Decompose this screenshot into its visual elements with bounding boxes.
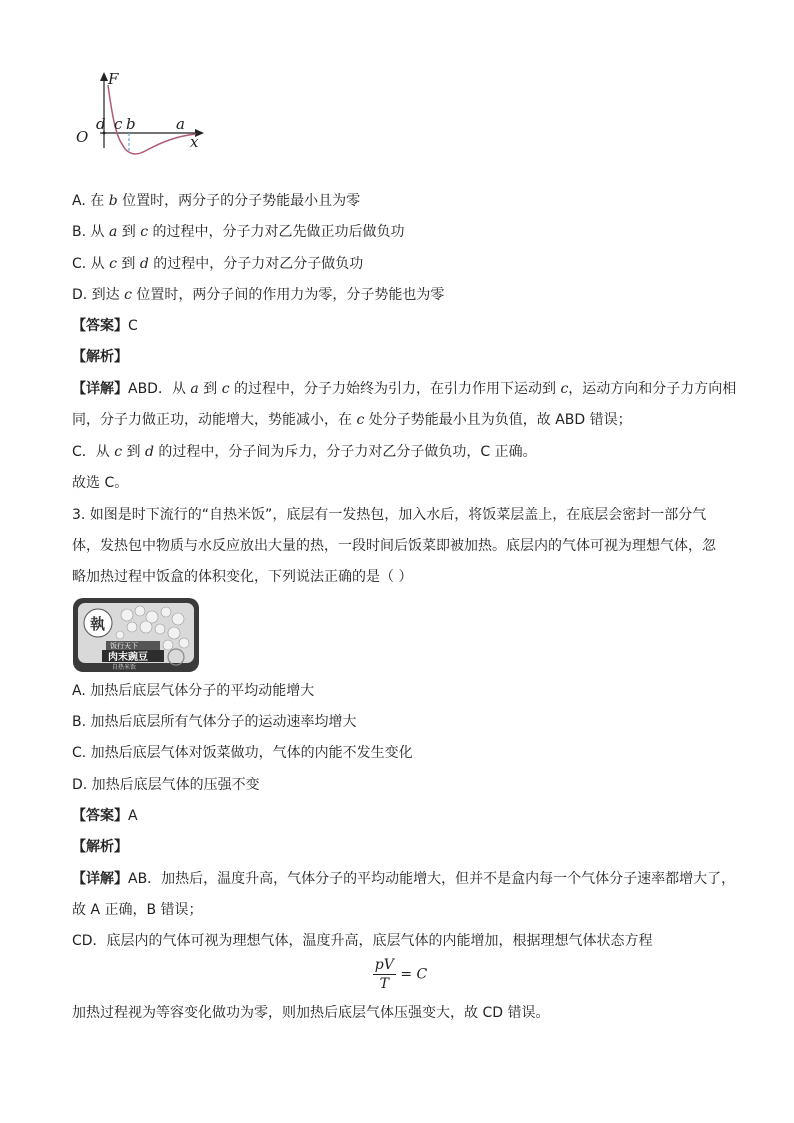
q3-detail-line2: 故 A 正确，B 错误； xyxy=(72,902,203,918)
var: c xyxy=(109,256,117,272)
label-c: c xyxy=(114,115,123,133)
text: C．从 xyxy=(72,444,115,460)
q2-answer xyxy=(72,316,138,336)
analysis-tag: 【解析】 xyxy=(72,839,128,855)
q3-stem-line3: 略加热过程中饭盒的体积变化，下列说法正确的是（ ） xyxy=(72,569,413,585)
answer-tag: 【答案】 xyxy=(72,808,128,824)
q2-option-b xyxy=(72,222,405,242)
q2-option-a-text2: 位置时，两分子的分子势能最小且为零 xyxy=(117,193,361,209)
formula-rhs: = C xyxy=(400,966,428,983)
text: 同，分子力做正功，动能增大，势能减小，在 xyxy=(72,412,357,428)
q3-option-b: B. 加热后底层所有气体分子的运动速率均增大 xyxy=(72,714,357,730)
q3-option-d: D. 加热后底层气体的压强不变 xyxy=(72,777,260,793)
q3-stem-line2: 体，发热包中物质与水反应放出大量的热，一段时间后饭菜即被加热。底层内的气体可视为理想气体，忽 xyxy=(72,538,716,554)
text: D. 到达 xyxy=(72,287,125,303)
var: a xyxy=(108,224,118,240)
text: 位置时，两分子间的作用力为零，分子势能也为零 xyxy=(131,287,445,303)
analysis-tag: 【解析】 xyxy=(72,349,128,365)
q3-detail-line3: CD．底层内的气体可视为理想气体，温度升高，底层气体的内能增加，根据理想气体状态方程 xyxy=(72,933,653,949)
brand-line1: 饭行天下 xyxy=(110,642,138,650)
q2-option-a xyxy=(72,191,360,211)
label-F: F xyxy=(108,70,119,88)
var: a xyxy=(190,381,199,397)
logo-character: 執 xyxy=(90,615,106,633)
text: 的过程中，分子力对乙分子做负功 xyxy=(148,256,364,272)
var: c xyxy=(140,224,149,240)
var: d xyxy=(144,444,154,460)
y-axis-arrow xyxy=(100,72,108,81)
q2-analysis-tag xyxy=(72,347,128,367)
q3-option-a: A. 加热后底层气体分子的平均动能增大 xyxy=(72,683,315,699)
q2-detail-line2 xyxy=(72,410,632,430)
q2-detail-line1 xyxy=(72,379,736,399)
label-O: O xyxy=(76,128,89,146)
label-d: d xyxy=(96,115,106,133)
text: 的过程中，分子力对乙先做正功后做负功 xyxy=(148,224,405,240)
text: ，运动方向和分子力方向相 xyxy=(568,381,737,397)
text: 处分子势能最小且为负值，故 ABD 错误； xyxy=(364,412,632,428)
detail-tag: 【详解】 xyxy=(72,381,128,397)
formula-numerator: pV xyxy=(374,957,394,973)
q3-analysis-tag xyxy=(72,837,128,857)
q2-detail-line3 xyxy=(72,442,537,462)
q2-option-a-text: A. 在 xyxy=(72,193,109,209)
q3-detail-line4: 加热过程视为等容变化做功为零，则加热后底层气体压强变大，故 CD 错误。 xyxy=(72,1005,550,1021)
var: d xyxy=(139,256,149,272)
text: ABD．从 xyxy=(128,381,191,397)
text: C. 从 xyxy=(72,256,110,272)
text: B. 从 xyxy=(72,224,109,240)
label-a: a xyxy=(176,115,185,133)
text: 的过程中，分子力始终为引力，在引力作用下运动到 xyxy=(229,381,561,397)
q2-option-d xyxy=(72,285,444,305)
label-b: b xyxy=(126,115,136,133)
text: AB．加热后，温度升高，气体分子的平均动能增大，但并不是盒内每一个气体分子速率都增大了， xyxy=(128,871,736,887)
q3-option-c: C. 加热后底层气体对饭菜做功，气体的内能不发生变化 xyxy=(72,745,413,761)
brand-line2: 肉末豌豆 xyxy=(108,652,148,663)
answer-value: C xyxy=(128,318,138,334)
brand-line3: 自热米饭 xyxy=(112,664,137,671)
var: c xyxy=(560,381,569,397)
q3-stem-line1: 3. 如图是时下流行的“自热米饭”，底层有一发热包，加入水后，将饭菜层盖上，在底层会密封一部分气 xyxy=(72,507,707,523)
formula-denominator: T xyxy=(379,976,389,992)
detail-tag: 【详解】 xyxy=(72,871,128,887)
ideal-gas-formula xyxy=(360,956,440,993)
q3-detail-line1 xyxy=(72,869,735,889)
var: c xyxy=(356,412,365,428)
text: 到 xyxy=(122,444,145,460)
q2-detail-line4: 故选 C。 xyxy=(72,475,129,491)
force-distance-graph xyxy=(72,70,212,160)
var: c xyxy=(221,381,230,397)
text: 到 xyxy=(198,381,222,397)
formula-fraction xyxy=(373,956,396,993)
q3-answer xyxy=(72,806,138,826)
var: b xyxy=(108,193,118,209)
text: 到 xyxy=(116,256,140,272)
answer-tag: 【答案】 xyxy=(72,318,128,334)
var: c xyxy=(114,444,123,460)
var: c xyxy=(124,287,132,303)
answer-value: A xyxy=(128,808,138,824)
text: 的过程中，分子间为斥力，分子力对乙分子做负功，C 正确。 xyxy=(153,444,537,460)
q2-option-c xyxy=(72,254,363,274)
label-x: x xyxy=(190,133,199,151)
text: 到 xyxy=(117,224,141,240)
self-heating-rice-image xyxy=(72,597,200,673)
